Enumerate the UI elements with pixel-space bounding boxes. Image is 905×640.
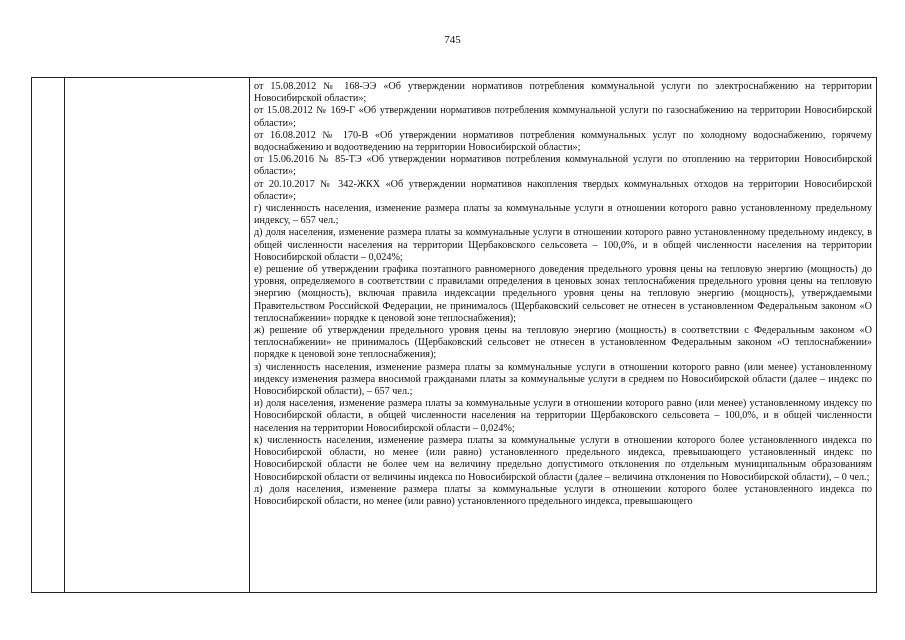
paragraph-item-z: з) численность населения, изменение размера платы за коммунальные услуги в отношении которого равно (или менее) установленному индексу изменения размера вносимой гражданами платы за коммунальные услуги в среднем по Новосибирской области (далее – индекс по Новосибирской области), – 657 чел.; [254, 361, 872, 398]
table-row [32, 78, 877, 593]
page-number: 745 [444, 34, 461, 46]
paragraph-item-i: и) доля населения, изменение размера платы за коммунальные услуги в отношении которого равно (или менее) установленному индексу по Новосибирской области, в общей численности населения на территории Щербаковского сельсовета – 100,0%, и в общей численности населения на территории Новосибирской области – 0,024%; [254, 398, 872, 434]
text-block [250, 78, 876, 508]
table-cell-content [250, 78, 877, 593]
table-cell-empty-1 [32, 78, 65, 593]
paragraph-item-zh: ж) решение об утверждении предельного уровня цены на тепловую энергию (мощность) в соответствии с Федеральным законом «О теплоснабжении» не принималось (Щербаковский сельсовет не отнесен в установленном Федеральным законом «О теплоснабжении» порядке к ценовой зоне теплоснабжения); [254, 325, 872, 361]
paragraph-item-g: г) численность населения, изменение размера платы за коммунальные услуги в отношении которого равно установленному предельному индексу, – 657 чел.; [254, 203, 872, 227]
paragraph-resolution-85: от 15.06.2016 № 85-ТЭ «Об утверждении нормативов потребления коммунальной услуги по отоплению на территории Новосибирской области»; [254, 154, 872, 178]
paragraph-item-e: е) решение об утверждении графика поэтапного равномерного доведения предельного уровня цены на тепловую энергию (мощность) до уровня, определяемого в соответствии с правилами определения в ценовых зонах теплоснабжения предельного уровня цены на тепловую энергию (мощность), включая правила индексации предельного уровня цены на тепловую энергию (мощность), утверждаемыми Правительством Российской Федерации, не принималось (Щербаковский сельсовет не отнесен в установленном Федеральным законом «О теплоснабжении» порядке к ценовой зоне теплоснабжения); [254, 264, 872, 324]
paragraph-resolution-169: от 15.08.2012 № 169-Г «Об утверждении нормативов потребления коммунальной услуги по газоснабжению на территории Новосибирской области»; [254, 105, 872, 129]
document-table [31, 77, 877, 593]
paragraph-item-d: д) доля населения, изменение размера платы за коммунальные услуги в отношении которого равно установленному предельному индексу, в общей численности населения на территории Щербаковского сельсовета – 100,0%, и в общей численности населения на территории Новосибирской области – 0,024%; [254, 227, 872, 263]
paragraph-resolution-168: от 15.08.2012 № 168-ЭЭ «Об утверждении нормативов потребления коммунальной услуги по электроснабжению на территории Новосибирской области»; [254, 81, 872, 105]
paragraph-item-k: к) численность населения, изменение размера платы за коммунальные услуги в отношении которого более установленного индекса по Новосибирской области, но менее (или равно) установленного предельного индекса, превышающего установленный индекс по Новосибирской области не более чем на величину предельно допустимого отклонения по отдельным муниципальным образованиям Новосибирской области от величины индекса по Новосибирской области (далее – величина отклонения по Новосибирской области), – 0 чел.; [254, 434, 872, 483]
paragraph-item-l: л) доля населения, изменение размера платы за коммунальные услуги в отношении которого более установленного индекса по Новосибирской области, но менее (или равно) установленного предельного индекса, превышающего [254, 483, 872, 507]
table-cell-empty-2 [65, 78, 250, 593]
paragraph-resolution-342: от 20.10.2017 № 342-ЖКХ «Об утверждении нормативов накопления твердых коммунальных отходов на территории Новосибирской области»; [254, 178, 872, 202]
paragraph-resolution-170: от 16.08.2012 № 170-В «Об утверждении нормативов потребления коммунальных услуг по холодному водоснабжению, горячему водоснабжению и водоотведению на территории Новосибирской области»; [254, 129, 872, 154]
